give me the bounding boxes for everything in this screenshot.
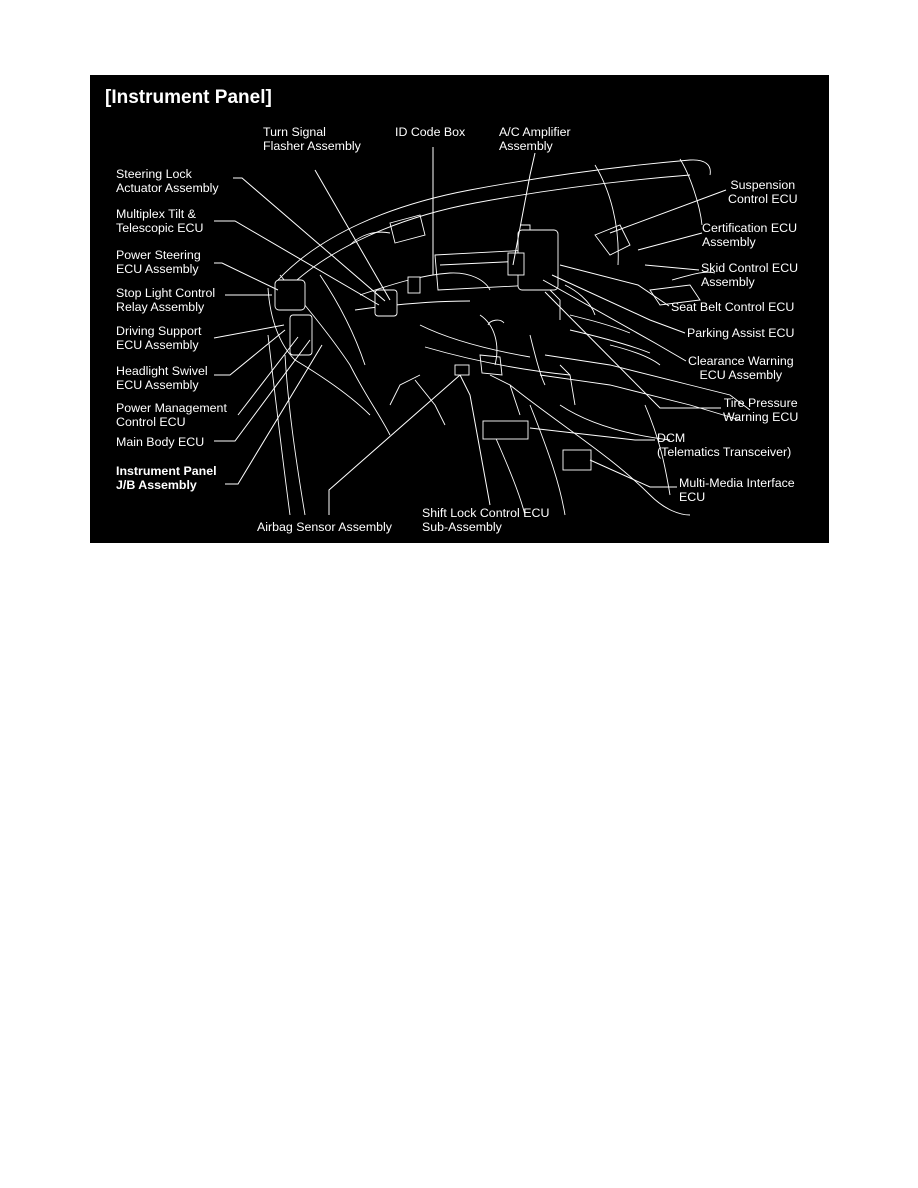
leader-skid <box>645 265 699 270</box>
label-parking-assist-ecu: Parking Assist ECU <box>687 326 795 340</box>
dcm-unit <box>483 421 528 439</box>
label-tire-pressure-warning-ecu: Tire Pressure Warning ECU <box>723 396 799 424</box>
label-seat-belt-control-ecu: Seat Belt Control ECU <box>671 300 795 314</box>
leader-driving-support <box>214 325 284 338</box>
id-code-box <box>408 277 420 293</box>
ecu-cluster-left <box>275 280 305 310</box>
leader-steering-lock <box>233 178 385 301</box>
leader-seat-belt <box>560 265 669 306</box>
label-steering-lock-actuator: Steering Lock Actuator Assembly <box>116 167 219 195</box>
label-multiplex-tilt-telescopic: Multiplex Tilt & Telescopic ECU <box>116 207 204 235</box>
ac-amplifier <box>508 253 524 275</box>
label-skid-control-ecu: Skid Control ECU Assembly <box>701 261 799 289</box>
leader-ipjb <box>225 345 322 484</box>
label-turn-signal-flasher: Turn Signal Flasher Assembly <box>263 125 361 153</box>
label-main-body-ecu: Main Body ECU <box>116 435 205 449</box>
label-shift-lock-control-ecu: Shift Lock Control ECU Sub-Assembly <box>422 506 550 534</box>
label-multimedia-interface-ecu: Multi-Media Interface ECU <box>679 476 795 504</box>
diagram-title: [Instrument Panel] <box>105 87 272 108</box>
label-instrument-panel-jb: Instrument Panel J/B Assembly <box>116 464 217 492</box>
dashboard-outline <box>268 159 750 515</box>
label-certification-ecu: Certification ECU Assembly <box>702 221 798 249</box>
leader-clearance <box>543 280 686 361</box>
ecu-left-lower <box>290 315 312 355</box>
label-id-code-box: ID Code Box <box>395 125 466 139</box>
label-power-steering-ecu: Power Steering ECU Assembly <box>116 248 201 276</box>
label-power-management-ecu: Power Management Control ECU <box>116 401 227 429</box>
label-airbag-sensor: Airbag Sensor Assembly <box>257 520 392 534</box>
label-ac-amplifier: A/C Amplifier Assembly <box>499 125 571 153</box>
label-stop-light-control-relay: Stop Light Control Relay Assembly <box>116 286 216 314</box>
leader-power-steering <box>214 263 278 290</box>
label-driving-support-ecu: Driving Support ECU Assembly <box>116 324 202 352</box>
leader-shift-lock <box>460 375 490 505</box>
label-headlight-swivel-ecu: Headlight Swivel ECU Assembly <box>116 364 208 392</box>
label-clearance-warning-ecu: Clearance Warning ECU Assembly <box>688 354 794 382</box>
label-dcm-telematics: DCM (Telematics Transceiver) <box>657 431 792 459</box>
leader-turn-signal <box>315 170 390 300</box>
airbag-sensor <box>455 365 469 375</box>
instrument-panel-diagram <box>90 75 829 543</box>
leader-certification <box>638 233 702 250</box>
multimedia-ecu <box>563 450 591 470</box>
label-suspension-control-ecu: Suspension Control ECU <box>728 178 798 206</box>
